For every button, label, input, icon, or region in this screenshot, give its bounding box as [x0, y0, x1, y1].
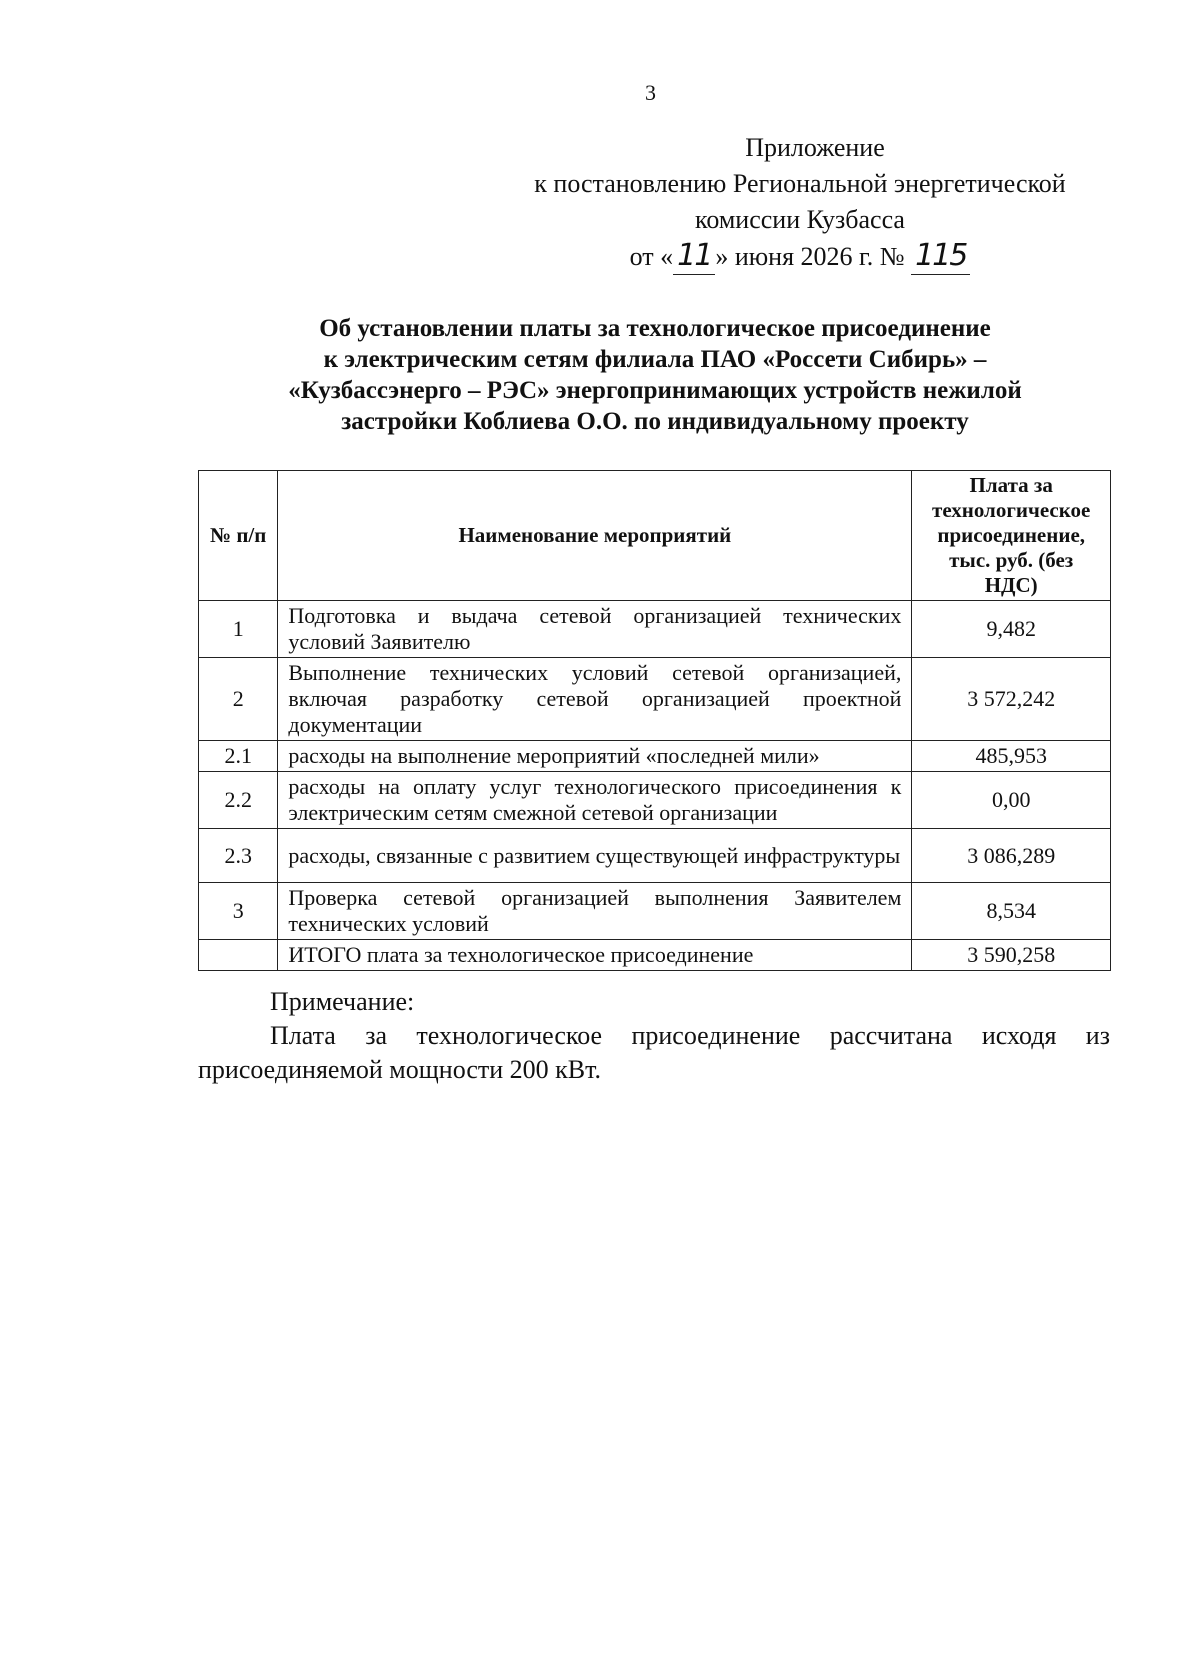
table-row	[199, 772, 1111, 829]
title-line-1: Об установлении платы за технологическое присоединение	[319, 315, 991, 342]
note-body: Плата за технологическое присоединение рассчитана исходя из присоединяемой мощности 200 кВт.	[198, 1021, 1110, 1084]
table-row	[199, 829, 1111, 883]
row-value: 8,534	[912, 883, 1111, 940]
row-name: Проверка сетевой организацией выполнения Заявителем технических условий	[278, 883, 912, 940]
row-name: расходы на оплату услуг технологического присоединения к электрическим сетям смежной сетевой организации	[278, 772, 912, 829]
header-name: Наименование мероприятий	[278, 471, 912, 601]
table-row	[199, 883, 1111, 940]
date-prefix: от «	[629, 242, 674, 271]
header-value: Плата за технологическое присоединение, тыс. руб. (без НДС)	[912, 471, 1111, 601]
row-num: 2	[199, 658, 278, 741]
table-header-row	[199, 471, 1111, 601]
title-line-2: к электрическим сетям филиала ПАО «Россети Сибирь» –	[323, 346, 987, 373]
total-value: 3 590,258	[912, 940, 1111, 971]
row-value: 0,00	[912, 772, 1111, 829]
title-line-4: застройки Коблиева О.О. по индивидуальному проекту	[341, 408, 969, 435]
table-total-row	[199, 940, 1111, 971]
document-title	[200, 313, 1110, 437]
row-num: 3	[199, 883, 278, 940]
row-name: Выполнение технических условий сетевой организацией, включая разработку сетевой организацией проектной документации	[278, 658, 912, 741]
appendix-date-line	[500, 238, 1100, 275]
row-name: расходы, связанные с развитием существующей инфраструктуры	[278, 829, 912, 883]
row-value: 3 086,289	[912, 829, 1111, 883]
fees-table	[198, 470, 1111, 971]
total-num	[199, 940, 278, 971]
appendix-resolution-line: к постановлению Региональной энергетической	[534, 169, 1066, 198]
row-value: 9,482	[912, 601, 1111, 658]
total-name: ИТОГО плата за технологическое присоединение	[278, 940, 912, 971]
row-value: 485,953	[912, 741, 1111, 772]
row-value: 3 572,242	[912, 658, 1111, 741]
row-num: 2.3	[199, 829, 278, 883]
document-number-handwritten: 115	[911, 238, 970, 275]
row-name: Подготовка и выдача сетевой организацией технических условий Заявителю	[278, 601, 912, 658]
row-num: 2.1	[199, 741, 278, 772]
header-num: № п/п	[199, 471, 278, 601]
date-day-handwritten: 11	[673, 238, 715, 275]
table-row	[199, 741, 1111, 772]
appendix-label: Приложение	[745, 133, 885, 162]
row-num: 1	[199, 601, 278, 658]
appendix-commission-line: комиссии Кузбасса	[695, 205, 905, 234]
title-line-3: «Кузбассэнерго – РЭС» энергопринимающих устройств нежилой	[288, 377, 1022, 404]
appendix-header	[500, 130, 1100, 275]
table-row	[199, 601, 1111, 658]
date-middle: » июня 2026 г. №	[715, 242, 905, 271]
note-section	[198, 985, 1110, 1087]
row-name: расходы на выполнение мероприятий «последней мили»	[278, 741, 912, 772]
note-title: Примечание:	[270, 987, 415, 1016]
row-num: 2.2	[199, 772, 278, 829]
table-row	[199, 658, 1111, 741]
page-number: 3	[645, 80, 656, 105]
